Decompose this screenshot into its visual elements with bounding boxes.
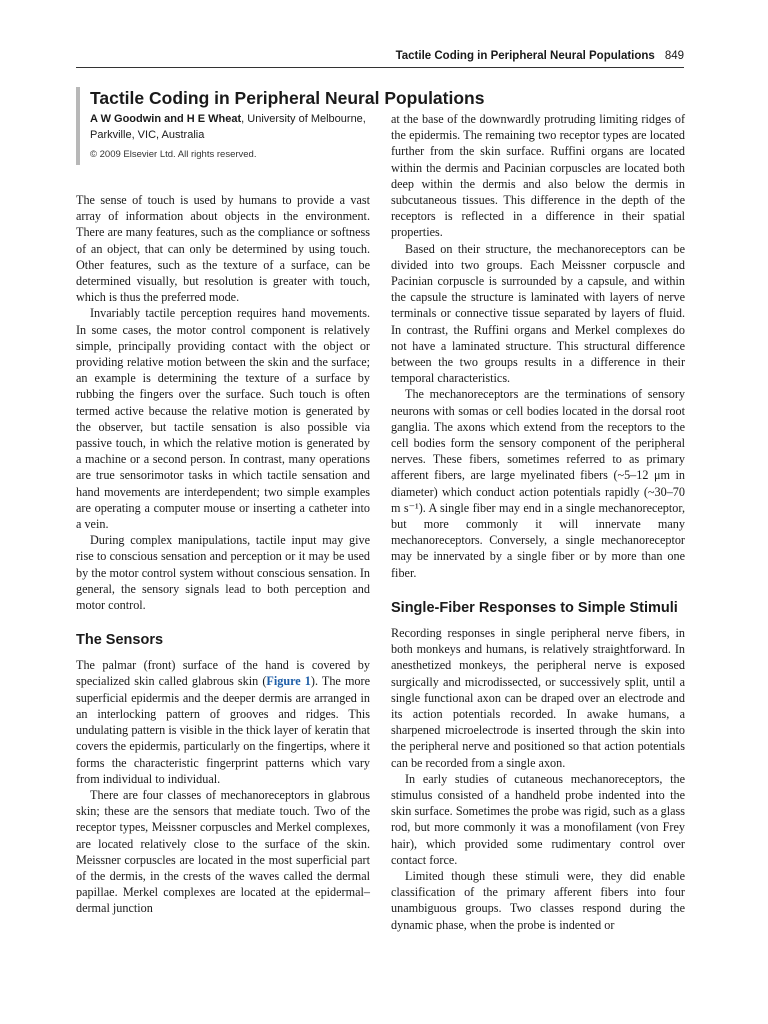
paragraph: There are four classes of mechanoreceptors in glabrous skin; these are the sensors that mediate touch. Two of the receptor types, Meissner corpuscles and Merkel complexes, are located relatively close to the surface of the skin. Meissner corpuscles are located in the most superficial part of the dermis, in the crests of the waves called the dermal papillae. Merkel complexes are located at the epidermal–dermal junction xyxy=(76,787,370,916)
paragraph: Recording responses in single peripheral nerve fibers, in both monkeys and humans, is relatively straightforward. In anesthetized monkeys, the peripheral nerve is exposed surgically and microdissected, or successively split, until a single functional axon can be draped over an electrode and its action potentials recorded. In awake humans, a sharpened microelectrode is inserted through the skin into the peripheral nerve and positioned so that action potentials can be recorded from a single axon. xyxy=(391,625,685,770)
article-title: Tactile Coding in Peripheral Neural Populations xyxy=(90,88,485,108)
paragraph: The mechanoreceptors are the terminations of sensory neurons with somas or cell bodies located in the dorsal root ganglia. The axons which extend from the receptors to the cell bodies form the sensory component of the peripheral nerves. These fibers, sometimes referred to as primary afferent fibers, are large myelinated fibers (~5–12 μm in diameter) which conduct action potentials rapidly (~30–70 m s⁻¹). A single fiber may end in a single mechanoreceptor, but more commonly it will innervate many mechanoreceptors. Conversely, a single mechanoreceptor may be innervated by a single fiber or by more than one fiber. xyxy=(391,387,685,580)
paragraph: In early studies of cutaneous mechanoreceptors, the stimulus consisted of a handheld probe indented into the skin surface. Sometimes the probe was rigid, such as a glass rod, but more commonly it was a monofilament (von Frey hair), which provided some rudimentary control over contact force. xyxy=(391,771,685,867)
running-head xyxy=(76,49,684,68)
figure-1-link[interactable]: Figure 1 xyxy=(266,674,311,689)
right-column xyxy=(391,111,685,933)
paragraph: During complex manipulations, tactile input may give rise to conscious sensation and perception or it may be used by the motor control system without conscious sensation. In general, the sensory signals lead to both perception and motor control. xyxy=(76,533,370,613)
author-names: A W Goodwin and H E Wheat xyxy=(90,113,242,125)
paragraph xyxy=(76,657,370,787)
paragraph: at the base of the downwardly protruding limiting ridges of the epidermis. The remaining two receptor types are located further from the skin surface. Ruffini organs are located within the dermis and Pacinian corpuscles are located both deep within the dermis and also below the dermis in subcutaneous tissues. This difference in the depth of the receptors is reflected in a difference in their spatial properties. xyxy=(391,112,685,240)
section-heading-sensors: The Sensors xyxy=(76,632,164,649)
paragraph-text: ). The more superficial epidermis and the deeper dermis are arranged in an interlocking pattern of grooves and ridges. This undulating pattern is visible in the thick layer of keratin that covers the epidermis, particularly on the fingertips, where it forms the characteristic fingerprint patterns which vary from individual to individual. xyxy=(76,674,370,786)
running-title: Tactile Coding in Peripheral Neural Populations xyxy=(395,50,655,62)
paragraph: The sense of touch is used by humans to provide a vast array of information about objects in the environment. There are many features, such as the compliance or softness of an object, that can only be determined by using touch. Other features, such as the texture of a surface, can be determined visually, but resolution is greater with touch, which is thus the preferred mode. xyxy=(76,193,370,305)
left-column xyxy=(76,192,370,917)
title-block xyxy=(76,87,485,165)
paragraph: Limited though these stimuli were, they did enable classification of the primary afferent fibers into four unambiguous groups. Two classes respond during the dynamic phase, when the probe is indented or xyxy=(391,868,685,932)
author-line xyxy=(90,111,376,143)
page-number: 849 xyxy=(664,50,684,62)
affiliation: , University of Melbourne, Parkville, VIC, Australia xyxy=(90,113,366,141)
paragraph: Invariably tactile perception requires hand movements. In some cases, the motor control component is relatively simple, principally providing contact with the object or providing relative motion between the skin and the surface; an example is determining the texture of a surface by rubbing the fingers over the surface. Such touch is often termed active because the relative motion is generated by the observer, but tactile sensation is also possible via passive touch, in which the relative motion is generated by a machine or a second person. In contrast, many operations are true sensorimotor tasks in which tactile sensation and hand movements are interdependent; two simple examples are operating a computer mouse or inserting a catheter into a vein. xyxy=(76,306,370,532)
paragraph-text: The palmar (front) surface of the hand is covered by specialized skin called glabrous skin ( xyxy=(76,658,370,689)
paragraph: Based on their structure, the mechanoreceptors can be divided into two groups. Each Meissner corpuscle and Pacinian corpuscle is surrounded by a capsule, and within the capsule the structure is laminated with layers of nerve terminals or connective tissue separated by layers of fluid. In contrast, the Ruffini organs and Merkel complexes do not have a laminated structure. This structural difference between the two groups results in a difference in their temporal characteristics. xyxy=(391,241,685,386)
section-heading-single-fiber: Single-Fiber Responses to Simple Stimuli xyxy=(391,599,678,616)
copyright-notice: © 2009 Elsevier Ltd. All rights reserved. xyxy=(90,149,257,160)
